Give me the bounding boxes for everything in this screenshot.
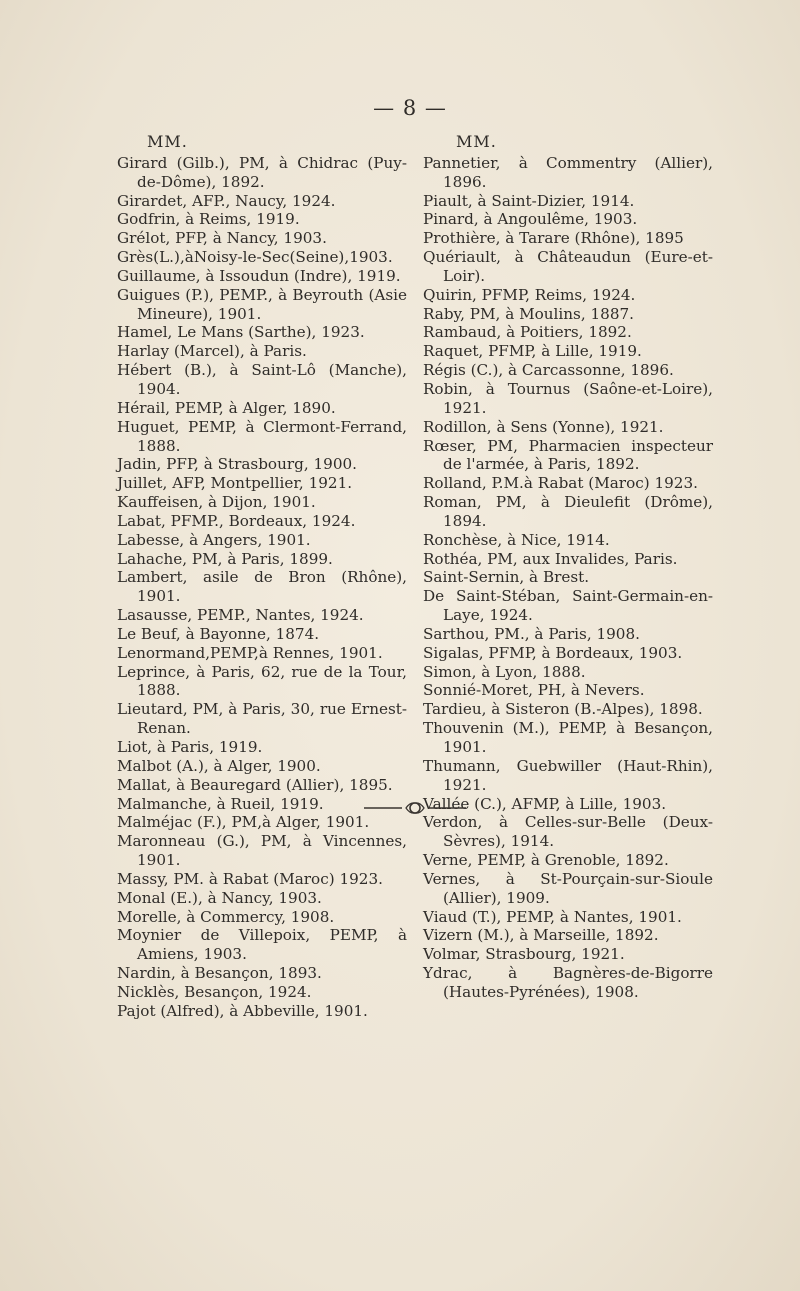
left-column-entry: Guigues (P.), PEMP., à Beyrouth (Asie Mineure), 1901. [117, 285, 407, 323]
right-column-entry: Rambaud, à Poitiers, 1892. [423, 323, 632, 342]
left-column-entry: Malméjac (F.), PM,à Alger, 1901. [117, 813, 370, 832]
left-column-entry: Lieutard, PM, à Paris, 30, rue Ernest-Renan. [117, 700, 407, 738]
left-column-entry: Morelle, à Commercy, 1908. [117, 907, 335, 926]
right-column-entry: De Saint-Stéban, Saint-Germain-en-Laye, 1924. [423, 587, 713, 625]
right-column-entry: Thumann, Guebwiller (Haut-Rhin), 1921. [423, 756, 713, 794]
right-column-entry: Rodillon, à Sens (Yonne), 1921. [423, 417, 664, 436]
left-column-entry: Moynier de Villepoix, PEMP, à Amiens, 1903. [117, 926, 407, 964]
right-column-entry: Tardieu, à Sisteron (B.-Alpes), 1898. [423, 700, 703, 719]
right-column-entry: Pinard, à Angoulême, 1903. [423, 210, 638, 229]
right-column-entry: Piault, à Saint-Dizier, 1914. [423, 191, 635, 210]
right-column-entry: Verne, PEMP, à Grenoble, 1892. [423, 851, 669, 870]
right-column-entry: Quirin, PFMP, Reims, 1924. [423, 285, 636, 304]
right-column-entry: Ronchèse, à Nice, 1914. [423, 530, 610, 549]
left-column-entry: Malbot (A.), à Alger, 1900. [117, 756, 321, 775]
right-column [423, 133, 713, 1002]
left-column-entry: Guillaume, à Issoudun (Indre), 1919. [117, 266, 401, 285]
left-column-entry: Nardin, à Besançon, 1893. [117, 964, 322, 983]
right-entry-list [423, 154, 713, 1002]
right-column-entry: Vizern (M.), à Marseille, 1892. [423, 926, 659, 945]
left-column-entry: Maronneau (G.), PM, à Vincennes, 1901. [117, 832, 407, 870]
left-column-entry: Hébert (B.), à Saint-Lô (Manche), 1904. [117, 361, 407, 398]
left-column-entry: Godfrin, à Reims, 1919. [117, 210, 300, 229]
left-column-entry: Lahache, PM, à Paris, 1899. [117, 549, 333, 568]
left-column-entry: Massy, PM. à Rabat (Maroc) 1923. [117, 869, 383, 888]
right-column-entry: Raquet, PFMP, à Lille, 1919. [423, 342, 642, 361]
right-column-entry: Viaud (T.), PEMP, à Nantes, 1901. [423, 907, 682, 926]
left-column-entry: Kauffeisen, à Dijon, 1901. [117, 493, 316, 512]
left-column-entry: Hamel, Le Mans (Sarthe), 1923. [117, 323, 365, 342]
left-column-entry: Labat, PFMP., Bordeaux, 1924. [117, 511, 356, 530]
left-column-entry: Lasausse, PEMP., Nantes, 1924. [117, 606, 364, 625]
right-column-entry: Robin, à Tournus (Saône-et-Loire), 1921. [423, 379, 713, 417]
right-column-entry: Sarthou, PM., à Paris, 1908. [423, 624, 640, 643]
right-column-entry: Verdon, à Celles-sur-Belle (Deux-Sèvres), 1914. [423, 813, 713, 851]
left-column-heading: MM. [147, 132, 188, 151]
left-column-entry: Labesse, à Angers, 1901. [117, 530, 311, 549]
right-column-entry: Rœser, PM, Pharmacien inspecteur de l'armée, à Paris, 1892. [423, 436, 713, 474]
left-column-entry: Jadin, PFP, à Strasbourg, 1900. [117, 455, 357, 474]
right-column-entry: Rolland, P.M.à Rabat (Maroc) 1923. [423, 474, 698, 493]
left-column-entry: Leprince, à Paris, 62, rue de la Tour, 1888. [117, 662, 407, 700]
right-column-entry: Ydrac, à Bagnères-de-Bigorre (Hautes-Pyrénées), 1908. [423, 964, 713, 1001]
right-column-entry: Sonnié-Moret, PH, à Nevers. [423, 681, 645, 700]
right-column-entry: Roman, PM, à Dieulefit (Drôme), 1894. [423, 493, 713, 530]
right-column-entry: Pannetier, à Commentry (Allier), 1896. [423, 153, 713, 191]
right-column-entry: Vallée (C.), AFMP, à Lille, 1903. [423, 794, 667, 813]
left-column-entry: Liot, à Paris, 1919. [117, 738, 263, 756]
left-column-entry: Hérail, PEMP, à Alger, 1890. [117, 398, 336, 417]
left-column-entry: Huguet, PEMP, à Clermont-Ferrand, 1888. [117, 417, 407, 455]
left-column-entry: Monal (E.), à Nancy, 1903. [117, 888, 322, 907]
right-column-entry: Thouvenin (M.), PEMP, à Besançon, 1901. [423, 719, 713, 756]
left-column-entry: Girardet, AFP., Naucy, 1924. [117, 191, 336, 210]
left-column [117, 133, 407, 1021]
left-column-entry: Le Beuf, à Bayonne, 1874. [117, 624, 320, 643]
left-column-entry: Pajot (Alfred), à Abbeville, 1901. [117, 1001, 368, 1020]
right-column-entry: Volmar, Strasbourg, 1921. [423, 945, 625, 964]
right-column-entry: Régis (C.), à Carcassonne, 1896. [423, 361, 674, 380]
left-column-entry: Grès(L.),àNoisy-le-Sec(Seine),1903. [117, 248, 393, 267]
right-column-entry: Rothéa, PM, aux Invalides, Paris. [423, 549, 678, 568]
left-column-entry: Juillet, AFP, Montpellier, 1921. [117, 474, 353, 493]
right-column-entry: Saint-Sernin, à Brest. [423, 568, 590, 587]
page-number: — 8 — [373, 96, 447, 120]
left-column-entry: Malmanche, à Rueil, 1919. [117, 794, 324, 813]
right-column-entry: Vernes, à St-Pourçain-sur-Sioule (Allier), 1909. [423, 869, 713, 907]
right-column-entry: Simon, à Lyon, 1888. [423, 662, 586, 681]
end-ornament-icon [360, 798, 470, 818]
left-column-entry: Mallat, à Beauregard (Allier), 1895. [117, 775, 393, 794]
left-column-entry: Nicklès, Besançon, 1924. [117, 982, 312, 1001]
right-column-heading: MM. [456, 132, 497, 151]
left-column-entry: Harlay (Marcel), à Paris. [117, 342, 307, 361]
left-entry-list [117, 154, 407, 1021]
right-column-entry: Prothière, à Tarare (Rhône), 1895 [423, 229, 684, 248]
right-column-entry: Sigalas, PFMP, à Bordeaux, 1903. [423, 643, 683, 662]
right-column-entry: Quériault, à Châteaudun (Eure-et-Loir). [423, 248, 713, 285]
right-column-entry: Raby, PM, à Moulins, 1887. [423, 304, 634, 323]
left-column-entry: Grélot, PFP, à Nancy, 1903. [117, 229, 327, 248]
left-column-entry: Girard (Gilb.), PM, à Chidrac (Puy-de-Dôme), 1892. [117, 153, 407, 191]
left-column-entry: Lenormand,PEMP,à Rennes, 1901. [117, 643, 383, 662]
left-column-entry: Lambert, asile de Bron (Rhône), 1901. [117, 568, 407, 606]
